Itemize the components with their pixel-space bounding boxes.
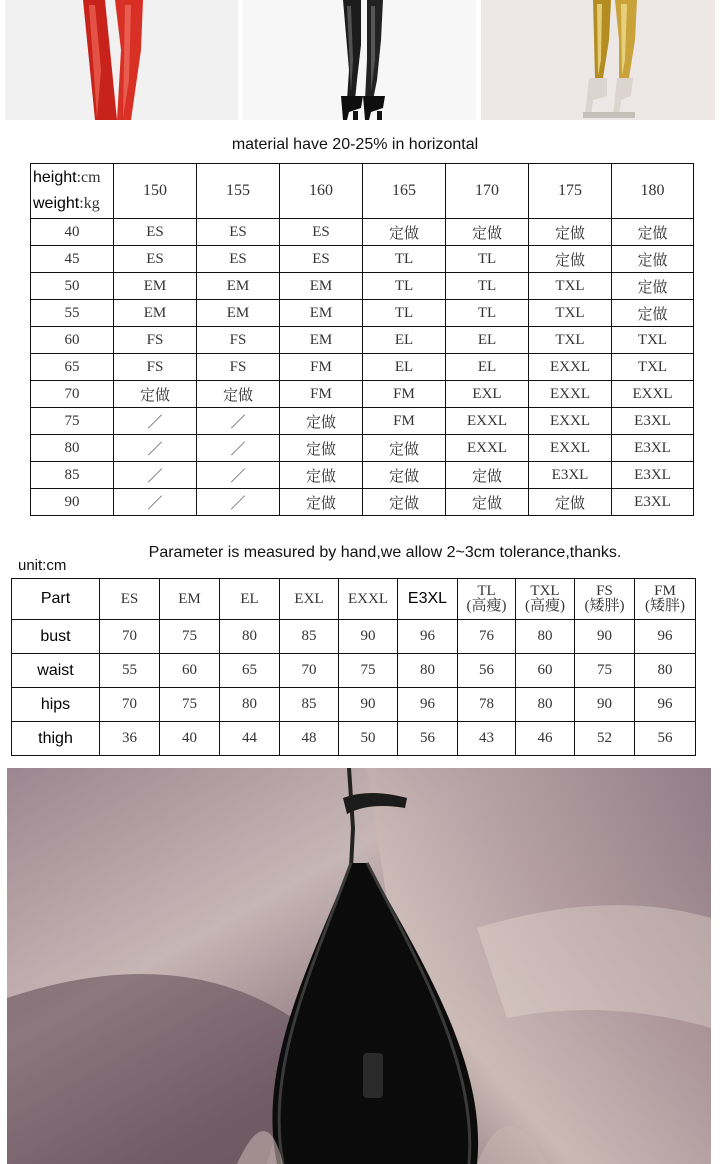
tolerance-caption: Parameter is measured by hand,we allow 2~3cm tolerance,thanks. — [148, 544, 622, 561]
measure-value: 55 — [100, 654, 160, 688]
part-cell: waist — [12, 654, 100, 688]
measure-value: 96 — [635, 688, 696, 722]
size-header — [516, 579, 575, 620]
size-cell: 定做 — [363, 219, 446, 246]
size-cell: 定做 — [446, 489, 529, 516]
table-row — [31, 435, 694, 462]
size-cell: ／ — [197, 408, 280, 435]
size-cell: EM — [197, 300, 280, 327]
size-cell: EM — [197, 273, 280, 300]
size-cell: EXXL — [529, 435, 612, 462]
weight-cell: 40 — [31, 219, 114, 246]
weight-cell: 75 — [31, 408, 114, 435]
height-label: height — [33, 169, 77, 186]
size-code: TL — [477, 583, 496, 599]
table-row — [12, 688, 696, 722]
size-cell: ／ — [197, 435, 280, 462]
size-cell: 定做 — [363, 435, 446, 462]
measure-value: 85 — [280, 688, 339, 722]
weight-label: weight — [33, 195, 80, 212]
size-cell: TXL — [529, 300, 612, 327]
table-row — [31, 408, 694, 435]
size-cell: FS — [114, 327, 197, 354]
measure-value: 60 — [516, 654, 575, 688]
size-note: (矮胖) — [645, 598, 685, 614]
measurement-table — [11, 578, 696, 756]
size-header: EL — [220, 579, 280, 620]
weight-cell: 65 — [31, 354, 114, 381]
height-weight-header-cell — [31, 164, 114, 219]
measure-value: 70 — [100, 688, 160, 722]
size-cell: 定做 — [114, 381, 197, 408]
table-row — [31, 327, 694, 354]
size-cell: FM — [363, 408, 446, 435]
measure-value: 50 — [339, 722, 398, 756]
size-code: FS — [596, 583, 613, 599]
measure-value: 76 — [458, 620, 516, 654]
height-header: 150 — [114, 164, 197, 219]
size-cell: 定做 — [280, 435, 363, 462]
size-cell: 定做 — [280, 489, 363, 516]
size-cell: EL — [446, 354, 529, 381]
size-cell: ／ — [197, 462, 280, 489]
weight-cell: 50 — [31, 273, 114, 300]
measure-value: 46 — [516, 722, 575, 756]
measure-value: 85 — [280, 620, 339, 654]
measure-value: 90 — [339, 688, 398, 722]
size-cell: E3XL — [612, 462, 694, 489]
part-cell: thigh — [12, 722, 100, 756]
table-row — [12, 722, 696, 756]
size-cell: TL — [363, 246, 446, 273]
size-cell: TXL — [612, 327, 694, 354]
size-cell: EM — [280, 300, 363, 327]
size-header: EXXL — [339, 579, 398, 620]
size-cell: ／ — [114, 408, 197, 435]
table-row — [12, 620, 696, 654]
size-header — [635, 579, 696, 620]
size-cell: EXXL — [446, 435, 529, 462]
size-cell: 定做 — [612, 273, 694, 300]
size-cell: EXL — [446, 381, 529, 408]
measure-value: 90 — [575, 620, 635, 654]
measure-value: 75 — [575, 654, 635, 688]
size-cell: FS — [197, 354, 280, 381]
size-code: FM — [654, 583, 676, 599]
size-cell: 定做 — [446, 462, 529, 489]
part-cell: hips — [12, 688, 100, 722]
height-header: 160 — [280, 164, 363, 219]
size-note: (高瘦) — [525, 598, 565, 614]
size-cell: E3XL — [612, 435, 694, 462]
size-header: EXL — [280, 579, 339, 620]
unit-label: unit:cm — [18, 557, 67, 574]
weight-cell: 70 — [31, 381, 114, 408]
measure-value: 80 — [635, 654, 696, 688]
size-cell: ES — [280, 246, 363, 273]
weight-cell: 55 — [31, 300, 114, 327]
table-row — [31, 246, 694, 273]
size-header — [458, 579, 516, 620]
measure-value: 80 — [220, 620, 280, 654]
measure-value: 78 — [458, 688, 516, 722]
height-header: 180 — [612, 164, 694, 219]
size-cell: TL — [363, 273, 446, 300]
size-cell: EM — [114, 273, 197, 300]
weight-cell: 60 — [31, 327, 114, 354]
size-cell: 定做 — [280, 408, 363, 435]
red-leggings-photo — [5, 0, 238, 120]
weight-unit: :kg — [79, 195, 100, 212]
height-unit: :cm — [76, 169, 101, 186]
table-row — [31, 273, 694, 300]
size-cell: EXXL — [612, 381, 694, 408]
size-cell: FM — [280, 381, 363, 408]
size-cell: ／ — [114, 489, 197, 516]
size-note: (矮胖) — [584, 598, 625, 614]
measure-value: 80 — [220, 688, 280, 722]
weight-cell: 45 — [31, 246, 114, 273]
size-cell: ES — [114, 219, 197, 246]
size-cell: 定做 — [363, 462, 446, 489]
measure-value: 56 — [635, 722, 696, 756]
measurement-header-row — [12, 579, 696, 620]
measure-value: 60 — [160, 654, 220, 688]
size-cell: ES — [197, 219, 280, 246]
size-cell: TL — [446, 300, 529, 327]
measure-value: 75 — [339, 654, 398, 688]
size-cell: ／ — [114, 435, 197, 462]
size-cell: ／ — [114, 462, 197, 489]
height-header: 170 — [446, 164, 529, 219]
size-cell: 定做 — [280, 462, 363, 489]
top-photo-strip — [0, 0, 720, 122]
measure-value: 36 — [100, 722, 160, 756]
measure-value: 90 — [575, 688, 635, 722]
size-cell: E3XL — [612, 408, 694, 435]
size-cell: 定做 — [529, 219, 612, 246]
weight-cell: 80 — [31, 435, 114, 462]
size-cell: FS — [114, 354, 197, 381]
size-header: E3XL — [398, 579, 458, 620]
measure-value: 96 — [635, 620, 696, 654]
size-cell: TXL — [529, 273, 612, 300]
height-header: 165 — [363, 164, 446, 219]
size-cell: ／ — [197, 489, 280, 516]
size-cell: EM — [114, 300, 197, 327]
size-cell: FM — [280, 354, 363, 381]
table-row — [31, 381, 694, 408]
table-row — [31, 219, 694, 246]
table-row — [31, 462, 694, 489]
size-cell: TL — [446, 273, 529, 300]
size-cell: ES — [197, 246, 280, 273]
size-cell: TL — [446, 246, 529, 273]
size-cell: 定做 — [612, 300, 694, 327]
measure-value: 75 — [160, 688, 220, 722]
size-cell: TXL — [529, 327, 612, 354]
size-cell: EM — [280, 273, 363, 300]
gold-leggings-photo — [481, 0, 715, 120]
measure-value: 56 — [458, 654, 516, 688]
size-cell: 定做 — [446, 219, 529, 246]
size-cell: 定做 — [529, 489, 612, 516]
size-header — [575, 579, 635, 620]
measure-value: 44 — [220, 722, 280, 756]
part-cell: bust — [12, 620, 100, 654]
table-row — [31, 489, 694, 516]
measure-value: 70 — [280, 654, 339, 688]
size-cell: ES — [114, 246, 197, 273]
weight-cell: 90 — [31, 489, 114, 516]
size-cell: EXXL — [529, 381, 612, 408]
measure-value: 80 — [516, 688, 575, 722]
size-cell: EXXL — [446, 408, 529, 435]
measure-value: 65 — [220, 654, 280, 688]
measure-value: 70 — [100, 620, 160, 654]
size-cell: EL — [446, 327, 529, 354]
size-cell: ES — [280, 219, 363, 246]
size-cell: FS — [197, 327, 280, 354]
measure-value: 96 — [398, 688, 458, 722]
measure-value: 48 — [280, 722, 339, 756]
table-row — [31, 300, 694, 327]
weight-cell: 85 — [31, 462, 114, 489]
material-stretch-caption: material have 20-25% in horizontal — [231, 136, 479, 153]
size-cell: 定做 — [529, 246, 612, 273]
measure-value: 40 — [160, 722, 220, 756]
size-note: (高瘦) — [466, 598, 507, 614]
size-cell: 定做 — [612, 246, 694, 273]
height-header: 155 — [197, 164, 280, 219]
size-cell: 定做 — [197, 381, 280, 408]
weight-height-size-table — [30, 163, 694, 516]
zipper-closeup-photo — [7, 768, 711, 1164]
measure-value: 90 — [339, 620, 398, 654]
part-header: Part — [12, 579, 100, 620]
size-header: EM — [160, 579, 220, 620]
measure-value: 56 — [398, 722, 458, 756]
size-cell: TXL — [612, 354, 694, 381]
table-header-row — [31, 164, 694, 219]
size-cell: EL — [363, 327, 446, 354]
size-cell: 定做 — [363, 489, 446, 516]
size-cell: TL — [363, 300, 446, 327]
size-header: ES — [100, 579, 160, 620]
measure-value: 43 — [458, 722, 516, 756]
table-row — [12, 654, 696, 688]
measure-value: 96 — [398, 620, 458, 654]
size-cell: EXXL — [529, 354, 612, 381]
size-code: TXL — [530, 583, 560, 599]
height-header: 175 — [529, 164, 612, 219]
measure-value: 80 — [516, 620, 575, 654]
size-cell: EM — [280, 327, 363, 354]
measure-value: 75 — [160, 620, 220, 654]
size-cell: 定做 — [612, 219, 694, 246]
measure-value: 52 — [575, 722, 635, 756]
size-cell: EXXL — [529, 408, 612, 435]
size-cell: E3XL — [529, 462, 612, 489]
size-cell: FM — [363, 381, 446, 408]
size-cell: E3XL — [612, 489, 694, 516]
measure-value: 80 — [398, 654, 458, 688]
size-cell: EL — [363, 354, 446, 381]
table-row — [31, 354, 694, 381]
black-leggings-photo — [243, 0, 476, 120]
